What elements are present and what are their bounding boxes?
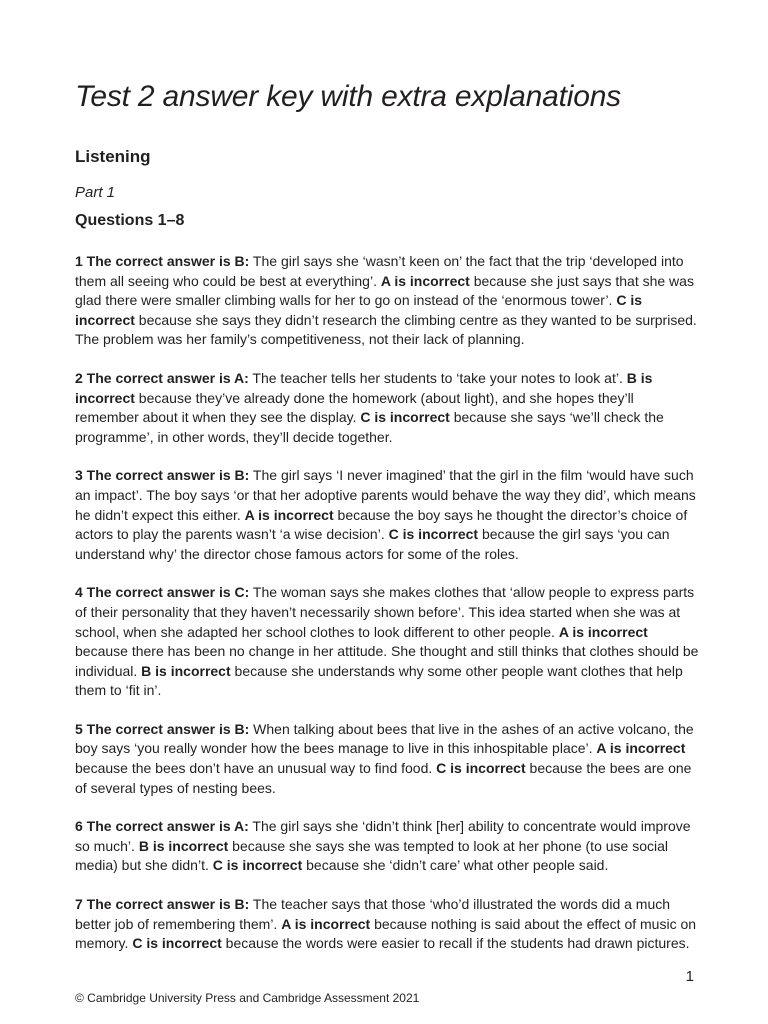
- answer-lead: 1 The correct answer is B:: [75, 253, 250, 269]
- answer-item: [75, 466, 700, 564]
- answer-text: The teacher says that those ‘who’d illustrated the words did a much better job of remembering them’.: [75, 896, 671, 932]
- incorrect-label: A is incorrect: [281, 915, 371, 932]
- answer-text: because there has been no change in her attitude. She thought and still thinks that clothes should be individual.: [75, 643, 699, 679]
- page-title: Test 2 answer key with extra explanations: [75, 80, 621, 113]
- answer-text: The girl says she ‘wasn’t keen on’ the fact that the trip ‘developed into them all seeing who could be best at everything’.: [75, 253, 684, 289]
- answer-lead: 5 The correct answer is B:: [75, 720, 250, 737]
- incorrect-label: A is incorrect: [380, 272, 470, 289]
- answer-item: [75, 369, 700, 447]
- answer-item: [75, 252, 700, 350]
- answer-text: because she says she was tempted to look at her phone (to use social media) but she didn’t.: [75, 837, 668, 874]
- incorrect-label: A is incorrect: [596, 740, 686, 757]
- answer-lead: 4 The correct answer is C:: [75, 584, 250, 601]
- incorrect-label: A is incorrect: [558, 623, 648, 640]
- page-number: 1: [685, 968, 694, 985]
- answer-text: The woman says she makes clothes that ‘allow people to express parts of their personality that they haven’t necessarily shown before’. This idea started when she was at school, when she adapted her school clothes to look different to other people.: [75, 584, 695, 640]
- incorrect-label: C is incorrect: [75, 292, 643, 328]
- answer-lead: 3 The correct answer is B:: [75, 467, 250, 484]
- answer-text: When talking about bees that live in the ashes of an active volcano, the boy says ‘you really wonder how the bees manage to live in this inhospitable place’.: [75, 720, 694, 757]
- answer-lead: 6 The correct answer is A:: [75, 818, 249, 835]
- incorrect-label: A is incorrect: [244, 506, 334, 523]
- incorrect-label: C is incorrect: [436, 760, 526, 777]
- answer-item: [75, 720, 700, 798]
- answer-text: because she understands why some other people want clothes that help them to ‘fit in’.: [75, 662, 683, 699]
- answer-text: because she just says that she was glad there were smaller climbing walls for her to go on instead of the ‘enormous tower’.: [75, 272, 694, 309]
- answer-text: because she says they didn’t research the climbing centre as they wanted to be surprised. The problem was her family’s competitiveness, not their lack of planning.: [75, 311, 697, 348]
- answer-list: [75, 252, 700, 973]
- answer-text: because they’ve already done the homework (about light), and she hopes they’ll remember about it when they see the display.: [75, 389, 634, 426]
- answer-text: because nothing is said about the effect of music on memory.: [75, 915, 697, 952]
- answer-text: because the bees are one of several types of nesting bees.: [75, 760, 692, 796]
- incorrect-label: B is incorrect: [138, 837, 229, 854]
- incorrect-label: B is incorrect: [141, 662, 231, 679]
- answer-text: because the bees don’t have an unusual way to find food.: [75, 760, 437, 777]
- answer-lead: 7 The correct answer is B:: [75, 896, 250, 913]
- questions-heading: Questions 1–8: [75, 212, 185, 229]
- answer-text: The girl says she ‘didn’t think [her] ability to concentrate would improve so much’.: [75, 818, 691, 854]
- incorrect-label: C is incorrect: [360, 409, 450, 426]
- incorrect-label: C is incorrect: [132, 935, 222, 952]
- incorrect-label: C is incorrect: [388, 526, 479, 543]
- answer-item: [75, 895, 700, 954]
- answer-item: [75, 817, 700, 876]
- answer-text: The girl says ‘I never imagined’ that the girl in the film ‘would have such an impact’. The boy says ‘or that her adoptive parents would behave the way they did’, which means he didn’t expect this either.: [75, 467, 696, 523]
- answer-text: because the boy says he thought the director’s choice of actors to play the parents wasn’t ‘a wise decision’.: [75, 506, 688, 543]
- answer-text: because she says ‘we’ll check the programme’, in other words, they’ll decide together.: [75, 409, 664, 445]
- part-label: Part 1: [75, 184, 116, 201]
- incorrect-label: C is incorrect: [212, 857, 303, 874]
- incorrect-label: B is incorrect: [75, 369, 653, 406]
- answer-text: because she ‘didn’t care’ what other people said.: [302, 857, 609, 874]
- copyright-footer: © Cambridge University Press and Cambridge Assessment 2021: [75, 991, 420, 1005]
- answer-lead: 2 The correct answer is A:: [75, 369, 249, 386]
- answer-text: The teacher tells her students to ‘take your notes to look at’.: [248, 369, 627, 386]
- answer-text: because the words were easier to recall if the students had drawn pictures.: [221, 935, 690, 952]
- answer-item: [75, 583, 700, 701]
- section-heading: Listening: [75, 147, 151, 166]
- answer-text: because the girl says ‘you can understand why’ the director chose famous actors for some of the roles.: [75, 526, 670, 562]
